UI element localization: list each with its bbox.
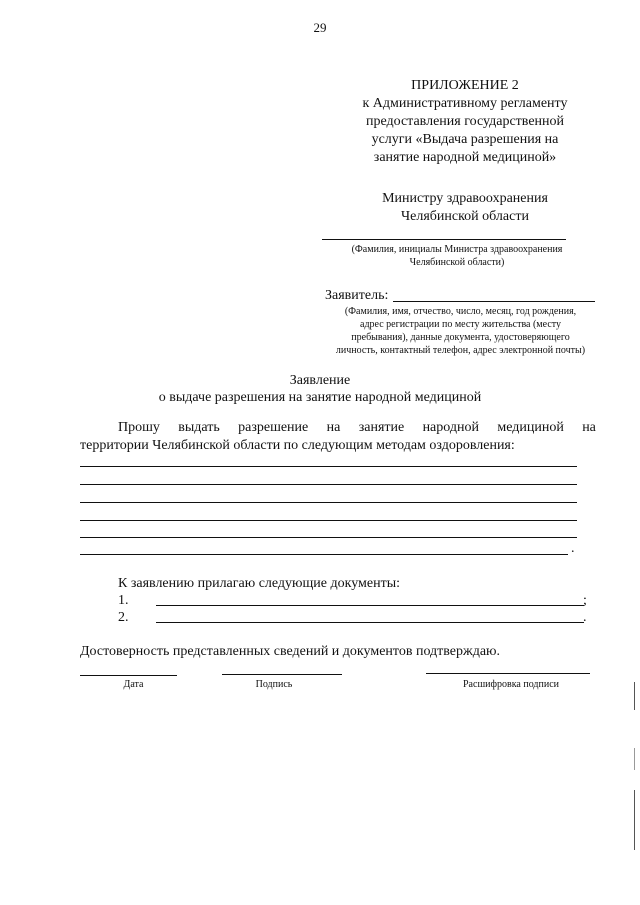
attachment-end-mark: . — [583, 610, 587, 625]
addressee-fill-line — [322, 239, 566, 240]
appendix-line: услуги «Выдача разрешения на — [371, 132, 559, 147]
addressee-hint-line: (Фамилия, инициалы Министра здравоохранения — [351, 244, 563, 255]
appendix-line: занятие народной медициной» — [373, 150, 557, 165]
request-word: народной — [422, 420, 479, 435]
method-fill-line — [80, 484, 577, 485]
statement-subtitle: о выдаче разрешения на занятие народной медициной — [158, 390, 482, 405]
statement-title: Заявление — [289, 373, 351, 388]
applicant-label: Заявитель: — [325, 288, 389, 303]
confirmation-text: Достоверность представленных сведений и документов подтверждаю. — [80, 644, 500, 659]
request-first-line — [118, 419, 596, 437]
addressee-hint-line: Челябинской области) — [409, 257, 505, 268]
decoding-fill-line — [426, 673, 590, 674]
request-word: разрешение — [238, 420, 309, 435]
request-word: занятие — [358, 420, 405, 435]
decoding-label: Расшифровка подписи — [463, 679, 559, 690]
appendix-header — [340, 77, 590, 167]
method-end-mark: . — [571, 541, 575, 556]
page-number: 29 — [313, 20, 327, 35]
applicant-hint-line: адрес регистрации по месту жительства (месту — [360, 319, 561, 330]
request-word: Прошу — [118, 420, 160, 435]
request-second-line: территории Челябинской области по следующим методам оздоровления: — [80, 438, 515, 453]
addressee — [340, 190, 590, 226]
applicant-hint-line: личность, контактный телефон, адрес электронной почты) — [335, 345, 586, 356]
addressee-line: Челябинской области — [401, 209, 529, 224]
request-word: на — [326, 420, 341, 435]
attachments-intro: К заявлению прилагаю следующие документы: — [118, 576, 401, 591]
method-fill-line — [80, 520, 577, 521]
applicant-hint-line: пребывания), данные документа, удостоверяющего — [351, 332, 570, 343]
request-word: на — [582, 420, 596, 435]
method-fill-line — [80, 502, 577, 503]
attachment-number: 1. — [118, 593, 129, 608]
attachment-fill-line — [156, 605, 584, 606]
applicant-fill-line — [393, 301, 595, 302]
applicant-hint — [318, 305, 603, 357]
applicant-hint-line: (Фамилия, имя, отчество, число, месяц, год рождения, — [344, 306, 577, 317]
signature-label: Подпись — [255, 679, 293, 690]
method-fill-line — [80, 466, 577, 467]
scan-edge-mark — [634, 682, 635, 710]
appendix-line: к Административному регламенту — [362, 96, 568, 111]
scan-edge-mark — [634, 748, 635, 770]
attachment-end-mark: ; — [583, 593, 587, 608]
method-fill-line — [80, 537, 577, 538]
attachment-number: 2. — [118, 610, 129, 625]
method-fill-line — [80, 554, 568, 555]
request-word: медициной — [497, 420, 564, 435]
date-fill-line — [80, 675, 177, 676]
attachment-fill-line — [156, 622, 584, 623]
scan-edge-mark — [634, 790, 635, 850]
date-label: Дата — [123, 679, 144, 690]
appendix-title: ПРИЛОЖЕНИЕ 2 — [411, 78, 519, 93]
addressee-line: Министру здравоохранения — [382, 191, 548, 206]
request-word: выдать — [178, 420, 220, 435]
addressee-hint — [322, 243, 592, 269]
signature-fill-line — [222, 674, 342, 675]
appendix-line: предоставления государственной — [365, 114, 565, 129]
